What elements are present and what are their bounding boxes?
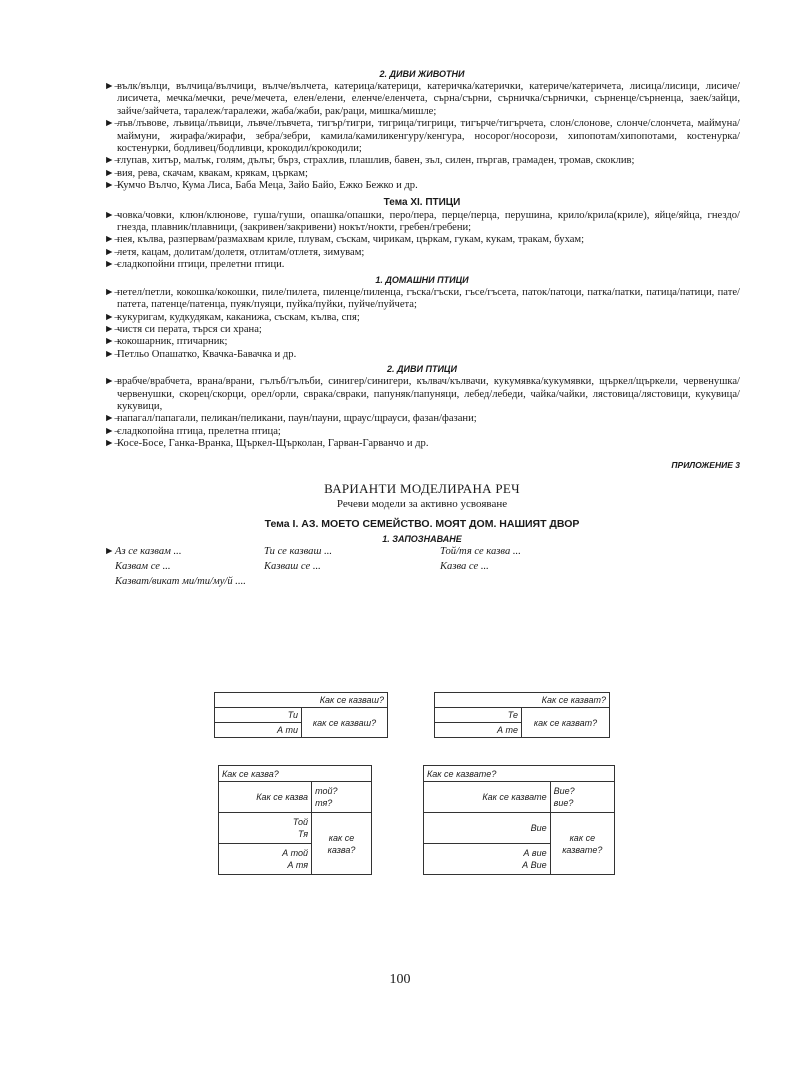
list-item: ►– вия, рева, скачам, квакам, крякам, църкам; — [104, 167, 308, 179]
model-text: Аз се казвам ... — [115, 545, 182, 557]
list-item: ►– лъв/лъвове, лъвица/лъвици, лъвче/лъвчета, тигър/тигри, тигрица/тигрици, тигърче/тигърчета, слон/слонове, слонче/слончета, маймуна/маймуни, жирафа/жирафи, зебра/зебри, камила/камиликенгуру/кенгура, носорог/носорози, хипопотам/хипопотами, костенурка/костенурки, бодливец/бодливци, крокодил/крокодили; — [104, 118, 740, 155]
list-item: ►– Кумчо Вълчо, Кума Лиса, Баба Меца, Зайо Байо, Ежко Бежко и др. — [104, 180, 418, 192]
list-item: ►– глупав, хитър, малък, голям, дълъг, бърз, страхлив, плашлив, бавен, зъл, силен, пъргав, грамаден, тромав, скоклив; — [104, 155, 635, 167]
list-item: ►– кукуригам, кудкудякам, каканижа, съскам, кълва, спя; — [104, 311, 360, 323]
bullet-arrow-icon: ►– — [104, 425, 120, 437]
topic-title-birds: Тема XI. ПТИЦИ — [383, 196, 461, 208]
table-cell: как се казваш? — [302, 708, 388, 738]
bullet-arrow-icon: ►– — [104, 259, 120, 271]
list-item: ►– папагал/папагали, пеликан/пеликани, паун/пауни, щраус/щрауси, фазан/фазани; — [104, 413, 477, 425]
bullet-arrow-icon: ►– — [104, 413, 120, 425]
bullet-arrow-icon: ►– — [104, 348, 120, 360]
bullet-arrow-icon: ►– — [104, 180, 120, 192]
list-item: ►– Косе-Босе, Ганка-Вранка, Щъркел-Щърколан, Гарван-Гарванчо и др. — [104, 438, 429, 450]
table-cell: А те — [435, 723, 522, 738]
bullet-arrow-icon: ►– — [104, 286, 120, 298]
table-cell: Той Тя — [219, 813, 312, 844]
model-text: Казват/викат ми/ти/му/й .... — [115, 575, 246, 587]
bullet-arrow-icon: ►– — [104, 336, 120, 348]
page-number: 100 — [389, 972, 411, 987]
bullet-arrow-icon: ►– — [104, 323, 120, 335]
dialogue-table-kak-se-kazvat — [434, 692, 610, 738]
list-item: ►– вълк/вълци, вълчица/вълчици, вълче/вълчета, катерица/катерици, катеричка/катерички, катериче/катеричета, лисица/лисици, лисиче/лисичета, мечка/мечки, рече/мечета, елен/елени, еленче/еленчета, сърна/сърни, сърничка/сърнички, сърненце/сърненца, заек/зайци, зайче/зайчета, таралеж/таралежи, жаба/жаби, рак/раци, мишка/мишле; — [104, 81, 740, 117]
table-cell: как се казват? — [522, 708, 610, 738]
list-item: ►– врабче/врабчета, врана/врани, гълъб/гълъби, синигер/синигери, кълвач/кълвачи, кукумявка/кукумявки, щъркел/щъркели, червенушка/червенушки, скорец/скорци, орел/орли, сврака/свраки, папуняк/папуняци, лебед/лебеди, чайка/чайки, лястовица/лястовици, кукувица/кукувици, — [104, 376, 740, 412]
bullet-arrow-icon: ►– — [104, 209, 120, 221]
bullet-arrow-icon: ►– — [104, 438, 120, 450]
list-item: ►– Петльо Опашатко, Квачка-Бавачка и др. — [104, 348, 297, 360]
table-cell: как се казва? — [312, 813, 372, 875]
list-item: ►– сладкопойна птица, прелетна птица; — [104, 425, 281, 437]
page-content — [104, 66, 740, 592]
dialogue-table-kak-se-kazva — [218, 765, 372, 875]
dialogue-table-kak-se-kazvate — [423, 765, 615, 875]
table-cell: Как се казва — [219, 782, 312, 813]
list-item: ►– пея, кълва, разпервам/размахвам криле, плувам, съскам, чирикам, църкам, гукам, кукам, тракам, бухам; — [104, 234, 585, 246]
table-cell: Те — [435, 708, 522, 723]
table-cell: Вие — [424, 813, 551, 844]
table-cell: той? тя? — [312, 782, 372, 813]
list-item: ►– кокошарник, птичарник; — [104, 336, 228, 348]
model-text: Той/тя се казва ... — [440, 545, 521, 557]
list-item: ►– човка/човки, клюн/клюнове, гуша/гуши, опашка/опашки, перо/пера, перце/перца, перушина, крило/крила(криле), яйце/яйца, гнездо/гнезда, плавник/плавници, (закривен/закривени) нокът/нокти, гребен/гребени; — [104, 209, 740, 234]
table-cell: как се казвате? — [550, 813, 614, 875]
topic-title-family: Тема I. АЗ. МОЕТО СЕМЕЙСТВО. МОЯТ ДОМ. НАШИЯТ ДВОР — [264, 517, 580, 530]
dialogue-table-kak-se-kazvash — [214, 692, 388, 738]
model-text: Ти се казваш ... — [264, 545, 333, 557]
bullet-arrow-icon: ►– — [104, 118, 120, 130]
bullet-arrow-icon: ►– — [104, 167, 120, 179]
section-title-introduction: 1. ЗАПОЗНАВАНЕ — [382, 533, 462, 544]
list-item: ►– летя, кацам, долитам/долетя, отлитам/отлетя, зимувам; — [104, 246, 365, 258]
bullet-arrow-icon: ► — [104, 545, 115, 557]
bullet-arrow-icon: ►– — [104, 155, 120, 167]
bullet-arrow-icon: ►– — [104, 376, 120, 388]
model-text: Казваш се ... — [264, 560, 321, 572]
model-text: Казвам се ... — [115, 560, 171, 572]
list-item: ►– петел/петли, кокошка/кокошки, пиле/пилета, пиленце/пиленца, гъска/гъски, гъсе/гъсета, паток/патоци, патка/патки, патица/патици, пате/патета, патенце/патенца, пуяк/пуяци, пуйка/пуйки, пуйче/пуйчета; — [104, 286, 740, 311]
bullet-arrow-icon: ►– — [104, 81, 120, 92]
model-text: Казва се ... — [440, 560, 489, 572]
bullet-arrow-icon: ►– — [104, 311, 120, 323]
list-item: ►– чистя си перата, търся си храна; — [104, 323, 262, 335]
appendix-label: ПРИЛОЖЕНИЕ 3 — [671, 459, 740, 470]
list-item: ►– сладкопойни птици, прелетни птици. — [104, 259, 285, 271]
table-cell: А ти — [215, 723, 302, 738]
table-cell: Как се казваш? — [215, 693, 388, 708]
speech-models — [104, 546, 740, 592]
main-subtitle: Речеви модели за активно усвояване — [336, 497, 508, 510]
section-title-wild-animals: 2. ДИВИ ЖИВОТНИ — [379, 69, 465, 79]
table-cell: Ти — [215, 708, 302, 723]
bullet-arrow-icon: ►– — [104, 246, 120, 258]
table-cell: Как се казват? — [435, 693, 610, 708]
table-cell: А вие А Вие — [424, 844, 551, 875]
table-cell: Как се казва? — [219, 766, 372, 782]
table-cell: Как се казвате? — [424, 766, 615, 782]
main-title: ВАРИАНТИ МОДЕЛИРАНА РЕЧ — [324, 480, 520, 496]
section-title-domestic-birds: 1. ДОМАШНИ ПТИЦИ — [375, 274, 469, 285]
bullet-arrow-icon: ►– — [104, 234, 120, 246]
table-cell: Вие? вие? — [550, 782, 614, 813]
table-cell: Как се казвате — [424, 782, 551, 813]
table-cell: А той А тя — [219, 844, 312, 875]
section-title-wild-birds: 2. ДИВИ ПТИЦИ — [387, 364, 457, 375]
